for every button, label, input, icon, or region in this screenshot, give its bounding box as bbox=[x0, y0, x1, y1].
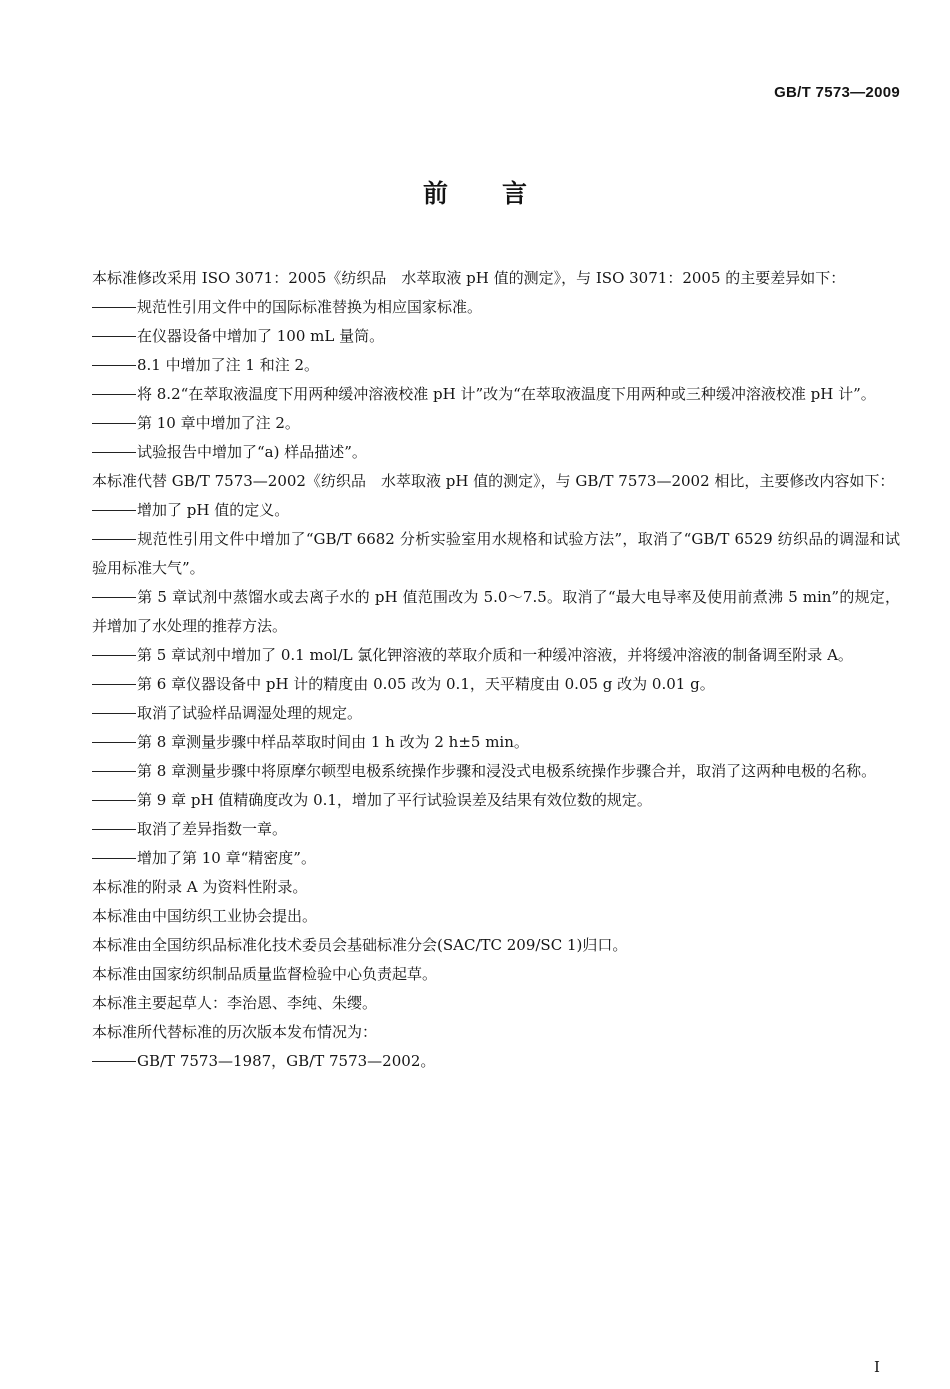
title-char-1: 前 bbox=[422, 179, 448, 208]
change-item-text: 规范性引用文件中增加了“GB/T 6682 分析实验室用水规格和试验方法”，取消了“GB/T 6529 纺织品的调湿和试验用标准大气”。 bbox=[92, 530, 900, 577]
diff-item bbox=[58, 409, 900, 438]
diff-item bbox=[58, 322, 900, 351]
change-item-text: 增加了 pH 值的定义。 bbox=[137, 501, 290, 519]
change-item bbox=[58, 786, 900, 815]
change-item bbox=[58, 525, 900, 583]
change-item-text: 第 9 章 pH 值精确度改为 0.1，增加了平行试验误差及结果有效位数的规定。 bbox=[137, 791, 652, 809]
em-dash bbox=[92, 423, 136, 424]
change-item bbox=[58, 641, 900, 670]
em-dash bbox=[92, 394, 136, 395]
statement-drafting-unit: 本标准由国家纺织制品质量监督检验中心负责起草。 bbox=[92, 965, 438, 983]
title-char-2: 言 bbox=[502, 179, 528, 208]
em-dash bbox=[92, 829, 136, 830]
em-dash bbox=[92, 365, 136, 366]
em-dash bbox=[92, 597, 136, 598]
history-item-text: GB/T 7573—1987，GB/T 7573—2002。 bbox=[137, 1052, 436, 1070]
em-dash bbox=[92, 655, 136, 656]
history-item bbox=[58, 1047, 900, 1076]
page-title bbox=[0, 174, 950, 210]
diff-item bbox=[58, 351, 900, 380]
statement-proposer: 本标准由中国纺织工业协会提出。 bbox=[92, 907, 318, 925]
em-dash bbox=[92, 510, 136, 511]
diff-item-text: 在仪器设备中增加了 100 mL 量筒。 bbox=[137, 327, 385, 345]
diff-item-text: 第 10 章中增加了注 2。 bbox=[137, 414, 300, 432]
statement-history: 本标准所代替标准的历次版本发布情况为： bbox=[92, 1023, 378, 1041]
foreword-body bbox=[58, 264, 900, 1076]
change-item bbox=[58, 757, 900, 786]
intro-paragraph-iso: 本标准修改采用 ISO 3071：2005《纺织品 水萃取液 pH 值的测定》，与 ISO 3071：2005 的主要差异如下： bbox=[92, 269, 846, 287]
statement-committee: 本标准由全国纺织品标准化技术委员会基础标准分会(SAC/TC 209/SC 1)归口。 bbox=[92, 936, 628, 954]
change-item bbox=[58, 583, 900, 641]
em-dash bbox=[92, 858, 136, 859]
diff-item bbox=[58, 380, 900, 409]
change-item-text: 第 6 章仪器设备中 pH 计的精度由 0.05 改为 0.1，天平精度由 0.05 g 改为 0.01 g。 bbox=[137, 675, 715, 693]
intro-paragraph-replace: 本标准代替 GB/T 7573—2002《纺织品 水萃取液 pH 值的测定》，与 GB/T 7573—2002 相比，主要修改内容如下： bbox=[92, 472, 895, 490]
diff-item bbox=[58, 293, 900, 322]
change-item-text: 增加了第 10 章“精密度”。 bbox=[137, 849, 316, 867]
change-item bbox=[58, 496, 900, 525]
change-item bbox=[58, 728, 900, 757]
diff-item-text: 将 8.2“在萃取液温度下用两种缓冲溶液校准 pH 计”改为“在萃取液温度下用两种或三种缓冲溶液校准 pH 计”。 bbox=[137, 385, 876, 403]
change-item-text: 取消了试验样品调湿处理的规定。 bbox=[137, 704, 363, 722]
statement-drafters: 本标准主要起草人：李治恩、李纯、朱缨。 bbox=[92, 994, 378, 1012]
diff-item-text: 8.1 中增加了注 1 和注 2。 bbox=[137, 356, 320, 374]
change-item-text: 第 5 章试剂中蒸馏水或去离子水的 pH 值范围改为 5.0～7.5。取消了“最大电导率及使用前煮沸 5 min”的规定，并增加了水处理的推荐方法。 bbox=[92, 588, 900, 635]
statement-annex: 本标准的附录 A 为资料性附录。 bbox=[92, 878, 308, 896]
em-dash bbox=[92, 539, 136, 540]
change-item-text: 第 8 章测量步骤中将原摩尔顿型电极系统操作步骤和浸没式电极系统操作步骤合并，取消了这两种电极的名称。 bbox=[137, 762, 877, 780]
diff-item bbox=[58, 438, 900, 467]
change-item bbox=[58, 699, 900, 728]
change-item-text: 取消了差异指数一章。 bbox=[137, 820, 288, 838]
em-dash bbox=[92, 307, 136, 308]
em-dash bbox=[92, 771, 136, 772]
standard-code: GB/T 7573—2009 bbox=[774, 84, 900, 101]
change-item-text: 第 8 章测量步骤中样品萃取时间由 1 h 改为 2 h±5 min。 bbox=[137, 733, 529, 751]
diff-item-text: 规范性引用文件中的国际标准替换为相应国家标准。 bbox=[137, 298, 483, 316]
em-dash bbox=[92, 452, 136, 453]
em-dash bbox=[92, 800, 136, 801]
em-dash bbox=[92, 1061, 136, 1062]
em-dash bbox=[92, 336, 136, 337]
page-number: I bbox=[874, 1358, 880, 1376]
em-dash bbox=[92, 742, 136, 743]
em-dash bbox=[92, 713, 136, 714]
change-item bbox=[58, 815, 900, 844]
change-item-text: 第 5 章试剂中增加了 0.1 mol/L 氯化钾溶液的萃取介质和一种缓冲溶液，并将缓冲溶液的制备调至附录 A。 bbox=[137, 646, 853, 664]
change-item bbox=[58, 670, 900, 699]
em-dash bbox=[92, 684, 136, 685]
diff-item-text: 试验报告中增加了“a) 样品描述”。 bbox=[137, 443, 367, 461]
change-item bbox=[58, 844, 900, 873]
